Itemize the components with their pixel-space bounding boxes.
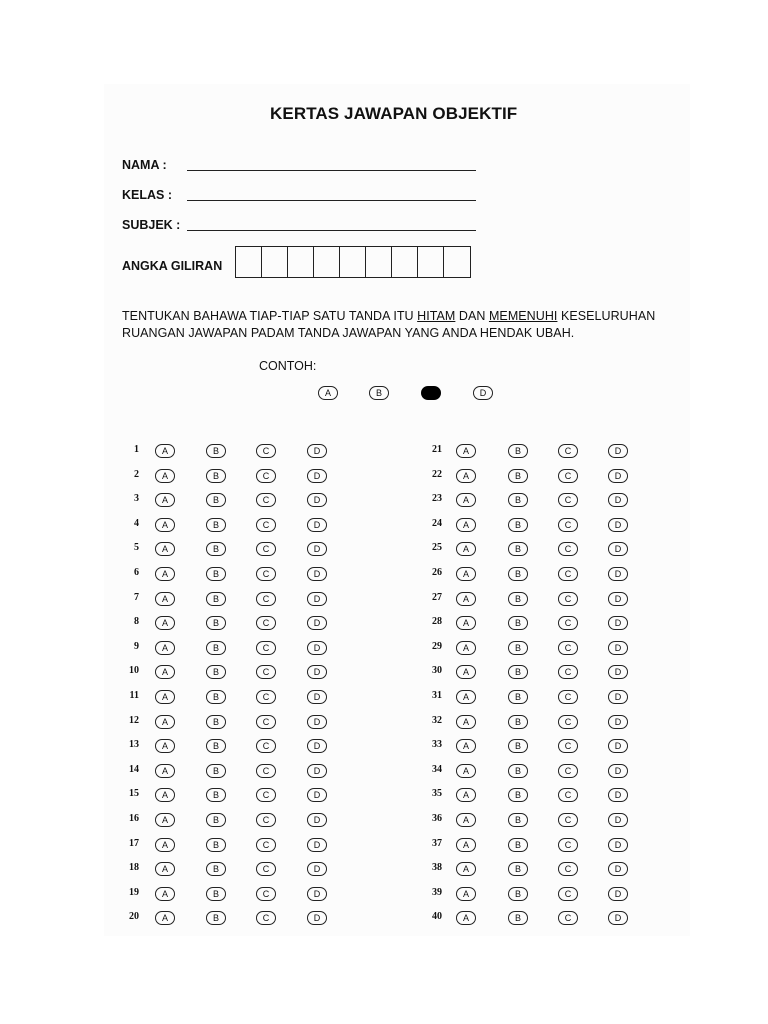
answer-bubble-b[interactable]: B: [206, 764, 226, 778]
answer-bubble-c[interactable]: C: [256, 542, 276, 556]
answer-bubble-d[interactable]: D: [608, 862, 628, 876]
angka-giliran-boxes: [235, 246, 471, 278]
answer-bubble-d[interactable]: D: [307, 469, 327, 483]
answer-bubble-a[interactable]: A: [155, 838, 175, 852]
angka-giliran-box[interactable]: [340, 247, 366, 277]
page-title: KERTAS JAWAPAN OBJEKTIF: [270, 104, 518, 123]
answer-bubble-b[interactable]: B: [508, 739, 528, 753]
answer-bubble-c[interactable]: C: [558, 616, 578, 630]
contoh-bubble-c: C: [421, 386, 441, 400]
answer-bubble-d[interactable]: D: [307, 887, 327, 901]
answer-bubble-c[interactable]: C: [558, 542, 578, 556]
answer-bubble-c[interactable]: C: [558, 862, 578, 876]
question-number: 17: [129, 837, 139, 849]
answer-bubble-b[interactable]: B: [508, 911, 528, 925]
answer-bubble-d[interactable]: D: [608, 764, 628, 778]
answer-bubble-b[interactable]: B: [508, 616, 528, 630]
answer-bubble-a[interactable]: A: [456, 813, 476, 827]
answer-bubble-a[interactable]: A: [155, 813, 175, 827]
answer-bubble-d[interactable]: D: [307, 788, 327, 802]
answer-bubble-c[interactable]: C: [558, 838, 578, 852]
question-number: 29: [432, 640, 442, 652]
answer-bubble-b[interactable]: B: [206, 469, 226, 483]
answer-bubble-b[interactable]: B: [206, 887, 226, 901]
answer-bubble-a[interactable]: A: [155, 911, 175, 925]
question-number: 31: [432, 690, 442, 701]
question-number: 36: [432, 813, 442, 824]
question-number: 19: [129, 886, 139, 898]
question-number: 27: [432, 591, 442, 603]
question-number: 25: [432, 542, 442, 554]
answer-bubble-d[interactable]: D: [307, 616, 327, 630]
nama-label: NAMA :: [122, 158, 167, 172]
answer-bubble-c[interactable]: C: [256, 493, 276, 507]
answer-bubble-b[interactable]: B: [508, 838, 528, 852]
answer-bubble-a[interactable]: A: [456, 911, 476, 925]
answer-bubble-a[interactable]: A: [155, 788, 175, 802]
answer-bubble-a[interactable]: A: [456, 567, 476, 581]
answer-bubble-c[interactable]: C: [256, 739, 276, 753]
answer-bubble-b[interactable]: B: [206, 690, 226, 704]
answer-bubble-d[interactable]: D: [307, 592, 327, 606]
answer-bubble-c[interactable]: C: [256, 862, 276, 876]
answer-bubble-c[interactable]: C: [558, 813, 578, 827]
answer-bubble-b[interactable]: B: [206, 493, 226, 507]
answer-bubble-b[interactable]: B: [206, 813, 226, 827]
question-number: 33: [432, 739, 442, 751]
kelas-label: KELAS :: [122, 188, 172, 202]
question-number: 37: [432, 837, 442, 849]
question-number: 4: [134, 517, 139, 529]
question-number: 16: [129, 813, 139, 824]
answer-bubble-c[interactable]: C: [256, 764, 276, 778]
answer-bubble-a[interactable]: A: [155, 567, 175, 581]
question-number: 10: [129, 665, 139, 677]
question-number: 5: [134, 542, 139, 554]
angka-giliran-box[interactable]: [392, 247, 418, 277]
question-number: 26: [432, 567, 442, 578]
answer-bubble-b[interactable]: B: [508, 887, 528, 901]
answer-bubble-b[interactable]: B: [508, 444, 528, 458]
answer-bubble-b[interactable]: B: [508, 592, 528, 606]
angka-giliran-box[interactable]: [236, 247, 262, 277]
subjek-label: SUBJEK :: [122, 218, 181, 232]
answer-bubble-d[interactable]: D: [608, 838, 628, 852]
question-number: 35: [432, 788, 442, 800]
instruction-line-1: TENTUKAN BAHAWA TIAP-TIAP SATU TANDA ITU HITAM DAN MEMENUHI KESELURUHAN: [122, 309, 656, 323]
answer-bubble-d[interactable]: D: [608, 887, 628, 901]
contoh-bubble-a: A: [318, 386, 338, 400]
answer-bubble-c[interactable]: C: [256, 592, 276, 606]
answer-bubble-b[interactable]: B: [206, 518, 226, 532]
angka-giliran-box[interactable]: [418, 247, 444, 277]
contoh-bubble-b: B: [369, 386, 389, 400]
answer-bubble-d[interactable]: D: [608, 813, 628, 827]
answer-bubble-b[interactable]: B: [206, 715, 226, 729]
answer-bubble-d[interactable]: D: [608, 641, 628, 655]
answer-bubble-b[interactable]: B: [508, 641, 528, 655]
answer-bubble-b[interactable]: B: [206, 616, 226, 630]
answer-bubble-c[interactable]: C: [558, 739, 578, 753]
answer-bubble-a[interactable]: A: [155, 542, 175, 556]
answer-bubble-d[interactable]: D: [307, 911, 327, 925]
answer-bubble-c[interactable]: C: [256, 616, 276, 630]
answer-bubble-b[interactable]: B: [206, 665, 226, 679]
answer-bubble-d[interactable]: D: [608, 616, 628, 630]
question-number: 6: [134, 567, 139, 578]
answer-bubble-c[interactable]: C: [256, 469, 276, 483]
answer-bubble-d[interactable]: D: [608, 715, 628, 729]
answer-bubble-d[interactable]: D: [608, 542, 628, 556]
answer-bubble-b[interactable]: B: [508, 764, 528, 778]
answer-bubble-d[interactable]: D: [307, 641, 327, 655]
question-number: 9: [134, 640, 139, 652]
question-number: 1: [134, 444, 139, 455]
answer-bubble-a[interactable]: A: [155, 592, 175, 606]
answer-bubble-b[interactable]: B: [206, 788, 226, 802]
question-number: 14: [129, 763, 139, 775]
answer-bubble-c[interactable]: C: [558, 518, 578, 532]
answer-bubble-a[interactable]: A: [456, 616, 476, 630]
answer-bubble-a[interactable]: A: [456, 887, 476, 901]
answer-bubble-c[interactable]: C: [558, 887, 578, 901]
memenuhi-word: MEMENUHI: [488, 309, 558, 323]
answer-sheet: [104, 84, 690, 936]
answer-bubble-a[interactable]: A: [155, 444, 175, 458]
answer-bubble-c[interactable]: C: [256, 444, 276, 458]
answer-bubble-a[interactable]: A: [155, 641, 175, 655]
question-number: 34: [432, 763, 442, 775]
answer-bubble-d[interactable]: D: [608, 567, 628, 581]
question-number: 3: [134, 493, 139, 505]
answer-bubble-c[interactable]: C: [256, 690, 276, 704]
question-number: 23: [432, 493, 442, 505]
answer-bubble-c[interactable]: C: [558, 641, 578, 655]
answer-bubble-d[interactable]: D: [608, 690, 628, 704]
answer-bubble-b[interactable]: B: [206, 542, 226, 556]
answer-bubble-a[interactable]: A: [155, 665, 175, 679]
answer-bubble-b[interactable]: B: [508, 813, 528, 827]
answer-bubble-a[interactable]: A: [456, 862, 476, 876]
answer-bubble-a[interactable]: A: [456, 641, 476, 655]
answer-bubble-d[interactable]: D: [608, 493, 628, 507]
answer-bubble-a[interactable]: A: [456, 665, 476, 679]
answer-bubble-d[interactable]: D: [307, 838, 327, 852]
instruction-line-2: RUANGAN JAWAPAN PADAM TANDA JAWAPAN YANG ANDA HENDAK UBAH.: [122, 326, 575, 340]
answer-bubble-d[interactable]: D: [608, 592, 628, 606]
answer-bubble-c[interactable]: C: [558, 444, 578, 458]
answer-bubble-c[interactable]: C: [256, 788, 276, 802]
answer-bubble-d[interactable]: D: [307, 690, 327, 704]
answer-bubble-d[interactable]: D: [608, 518, 628, 532]
answer-bubble-b[interactable]: B: [206, 862, 226, 876]
answer-bubble-c[interactable]: C: [558, 665, 578, 679]
kelas-line[interactable]: [187, 200, 476, 201]
answer-bubble-d[interactable]: D: [307, 567, 327, 581]
answer-bubble-c[interactable]: C: [256, 665, 276, 679]
question-number: 21: [432, 444, 442, 455]
question-number: 32: [432, 714, 442, 726]
question-number: 39: [432, 886, 442, 898]
answer-bubble-c[interactable]: C: [256, 518, 276, 532]
answer-bubble-a[interactable]: A: [155, 715, 175, 729]
answer-bubble-c[interactable]: C: [256, 887, 276, 901]
answer-bubble-a[interactable]: A: [155, 739, 175, 753]
question-number: 18: [129, 862, 139, 874]
answer-bubble-b[interactable]: B: [508, 493, 528, 507]
contoh-bubble-d: D: [473, 386, 493, 400]
nama-line[interactable]: [187, 170, 476, 171]
answer-bubble-c[interactable]: C: [256, 567, 276, 581]
answer-bubble-d[interactable]: D: [307, 862, 327, 876]
answer-bubble-d[interactable]: D: [608, 665, 628, 679]
answer-bubble-a[interactable]: A: [456, 444, 476, 458]
question-number: 38: [432, 862, 442, 874]
answer-bubble-a[interactable]: A: [456, 493, 476, 507]
answer-bubble-a[interactable]: A: [456, 715, 476, 729]
question-number: 11: [129, 690, 139, 701]
answer-bubble-d[interactable]: D: [608, 469, 628, 483]
answer-bubble-b[interactable]: B: [508, 715, 528, 729]
answer-bubble-a[interactable]: A: [456, 788, 476, 802]
answer-bubble-b[interactable]: B: [508, 518, 528, 532]
answer-bubble-c[interactable]: C: [558, 592, 578, 606]
question-number: 8: [134, 616, 139, 628]
answer-bubble-b[interactable]: B: [508, 665, 528, 679]
answer-bubble-a[interactable]: A: [456, 764, 476, 778]
answer-bubble-d[interactable]: D: [307, 813, 327, 827]
answer-bubble-b[interactable]: B: [508, 469, 528, 483]
answer-bubble-d[interactable]: D: [307, 764, 327, 778]
question-number: 2: [134, 468, 139, 480]
answer-bubble-d[interactable]: D: [608, 444, 628, 458]
angka-giliran-box[interactable]: [366, 247, 392, 277]
answer-bubble-b[interactable]: B: [206, 838, 226, 852]
answer-bubble-b[interactable]: B: [508, 788, 528, 802]
answer-bubble-c[interactable]: C: [558, 788, 578, 802]
answer-bubble-b[interactable]: B: [206, 739, 226, 753]
answer-bubble-b[interactable]: B: [206, 444, 226, 458]
answer-bubble-c[interactable]: C: [256, 838, 276, 852]
answer-bubble-c[interactable]: C: [256, 911, 276, 925]
hitam-word: HITAM: [417, 309, 456, 323]
answer-bubble-a[interactable]: A: [155, 518, 175, 532]
answer-bubble-a[interactable]: A: [456, 518, 476, 532]
contoh-label: CONTOH:: [259, 359, 317, 373]
question-number: 13: [129, 739, 139, 751]
answer-bubble-a[interactable]: A: [155, 764, 175, 778]
answer-bubble-d[interactable]: D: [608, 788, 628, 802]
answer-bubble-d[interactable]: D: [307, 493, 327, 507]
answer-bubble-c[interactable]: C: [256, 715, 276, 729]
question-number: 22: [432, 468, 442, 480]
answer-bubble-c[interactable]: C: [558, 493, 578, 507]
angka-giliran-box[interactable]: [444, 247, 470, 277]
answer-bubble-b[interactable]: B: [206, 592, 226, 606]
answer-bubble-d[interactable]: D: [307, 542, 327, 556]
answer-bubble-c[interactable]: C: [558, 764, 578, 778]
question-number: 28: [432, 616, 442, 628]
question-number: 15: [129, 788, 139, 800]
answer-bubble-c[interactable]: C: [558, 690, 578, 704]
answer-bubble-c[interactable]: C: [558, 469, 578, 483]
answer-bubble-b[interactable]: B: [206, 567, 226, 581]
question-number: 12: [129, 714, 139, 726]
answer-bubble-d[interactable]: D: [307, 518, 327, 532]
answer-bubble-d[interactable]: D: [307, 739, 327, 753]
answer-bubble-b[interactable]: B: [508, 862, 528, 876]
answer-bubble-b[interactable]: B: [508, 542, 528, 556]
question-number: 40: [432, 911, 442, 923]
answer-bubble-d[interactable]: D: [608, 739, 628, 753]
answer-bubble-b[interactable]: B: [206, 911, 226, 925]
answer-bubble-b[interactable]: B: [508, 690, 528, 704]
answer-bubble-a[interactable]: A: [456, 469, 476, 483]
answer-bubble-a[interactable]: A: [456, 739, 476, 753]
answer-bubble-a[interactable]: A: [155, 469, 175, 483]
answer-bubble-d[interactable]: D: [307, 444, 327, 458]
answer-bubble-a[interactable]: A: [155, 690, 175, 704]
angka-giliran-box[interactable]: [314, 247, 340, 277]
question-number: 7: [134, 591, 139, 603]
answer-bubble-a[interactable]: A: [456, 690, 476, 704]
answer-bubble-a[interactable]: A: [456, 592, 476, 606]
answer-bubble-a[interactable]: A: [456, 542, 476, 556]
subjek-line[interactable]: [187, 230, 476, 231]
question-number: 20: [129, 911, 139, 923]
answer-bubble-b[interactable]: B: [508, 567, 528, 581]
answer-bubble-c[interactable]: C: [558, 911, 578, 925]
question-number: 24: [432, 517, 442, 529]
answer-bubble-a[interactable]: A: [155, 493, 175, 507]
answer-bubble-d[interactable]: D: [307, 665, 327, 679]
answer-bubble-d[interactable]: D: [608, 911, 628, 925]
answer-bubble-a[interactable]: A: [155, 616, 175, 630]
angka-giliran-box[interactable]: [262, 247, 288, 277]
answer-bubble-d[interactable]: D: [307, 715, 327, 729]
question-number: 30: [432, 665, 442, 677]
answer-bubble-b[interactable]: B: [206, 641, 226, 655]
answer-bubble-c[interactable]: C: [256, 813, 276, 827]
answer-bubble-c[interactable]: C: [558, 567, 578, 581]
angka-giliran-box[interactable]: [288, 247, 314, 277]
answer-bubble-a[interactable]: A: [155, 862, 175, 876]
answer-bubble-c[interactable]: C: [558, 715, 578, 729]
answer-bubble-a[interactable]: A: [155, 887, 175, 901]
angka-giliran-label: ANGKA GILIRAN: [122, 259, 223, 273]
answer-bubble-a[interactable]: A: [456, 838, 476, 852]
answer-bubble-c[interactable]: C: [256, 641, 276, 655]
